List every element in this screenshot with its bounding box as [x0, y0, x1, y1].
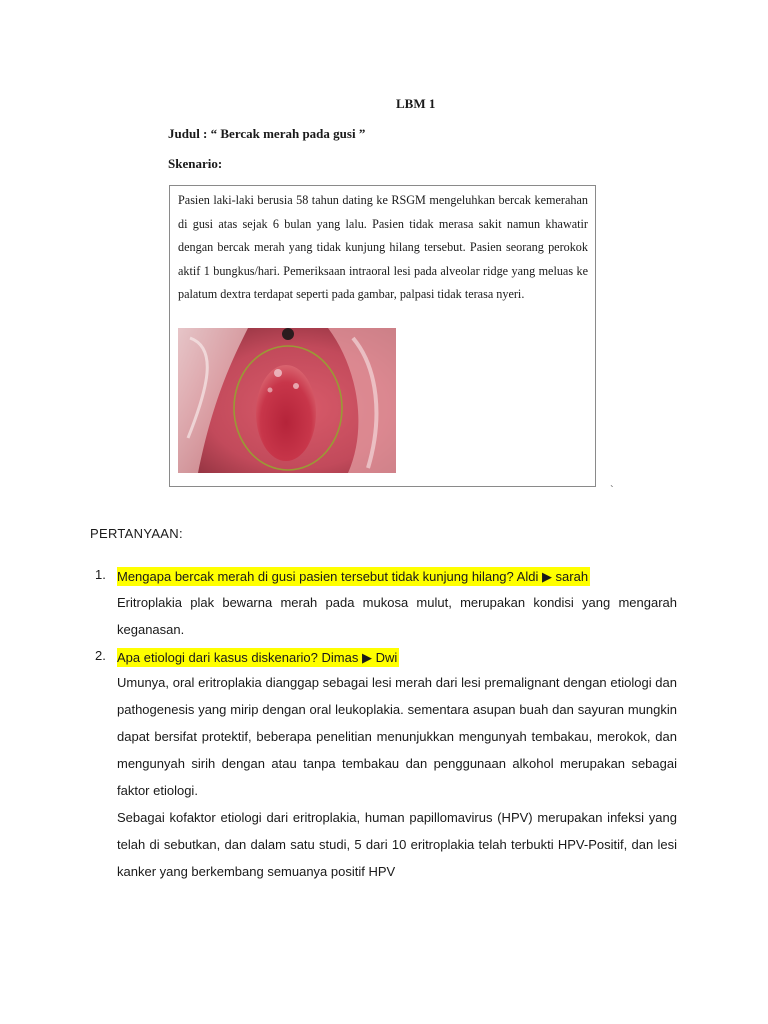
questions-heading: PERTANYAAN: — [90, 526, 183, 541]
question-text: Apa etiologi dari kasus diskenario? Dimas ▶ Dwi — [117, 650, 398, 665]
document-title: Judul : “ Bercak merah pada gusi ” — [168, 126, 366, 141]
stray-mark: ` — [610, 484, 614, 496]
answer-paragraph: Umunya, oral eritroplakia dianggap sebagai lesi merah dari lesi premalignant dengan etiologi dan pathogenesis yang mirip dengan oral leukoplakia. sementara asupan buah dan sayuran mungkin dapat bersifat protektif, beberapa penelitian menunjukkan mengunyah tembakau, merokok, dan mengunyah sirih dengan atau tanpa tembakau dan penggunaan alkohol merupakan sebagai faktor etiologi. — [117, 675, 677, 798]
answer-paragraph: Eritroplakia plak bewarna merah pada mukosa mulut, merupakan kondisi yang mengarah keganasan. — [117, 595, 677, 637]
answer-paragraph: Sebagai kofaktor etiologi dari eritroplakia, human papillomavirus (HPV) merupakan infeksi yang telah di sebutkan, dan dalam satu studi, 5 dari 10 eritroplakia telah terbukti HPV-Positif, dan lesi kanker yang berkembang semuanya positif HPV — [117, 810, 677, 879]
clinical-lesion-photo — [178, 328, 396, 473]
question-text: Mengapa bercak merah di gusi pasien tersebut tidak kunjung hilang? Aldi ▶ sarah — [117, 569, 589, 584]
scenario-text: Pasien laki-laki berusia 58 tahun dating ke RSGM mengeluhkan bercak kemerahan di gusi atas sejak 6 bulan yang lalu. Pasien tidak merasa sakit namun khawatir dengan bercak merah yang tidak kunjung hilang tersebut. Pasien seorang perokok aktif 1 bungkus/hari. Pemeriksaan intraoral lesi pada alveolar ridge yang meluas ke palatum dextra terdapat seperti pada gambar, palpasi tidak terasa nyeri. — [178, 193, 588, 301]
lbm-label: LBM 1 — [396, 96, 436, 111]
scenario-box — [169, 185, 596, 487]
question-number: 1. — [95, 567, 106, 582]
question-number: 2. — [95, 648, 106, 663]
lesion-image — [178, 328, 396, 473]
scenario-label: Skenario: — [168, 156, 223, 171]
